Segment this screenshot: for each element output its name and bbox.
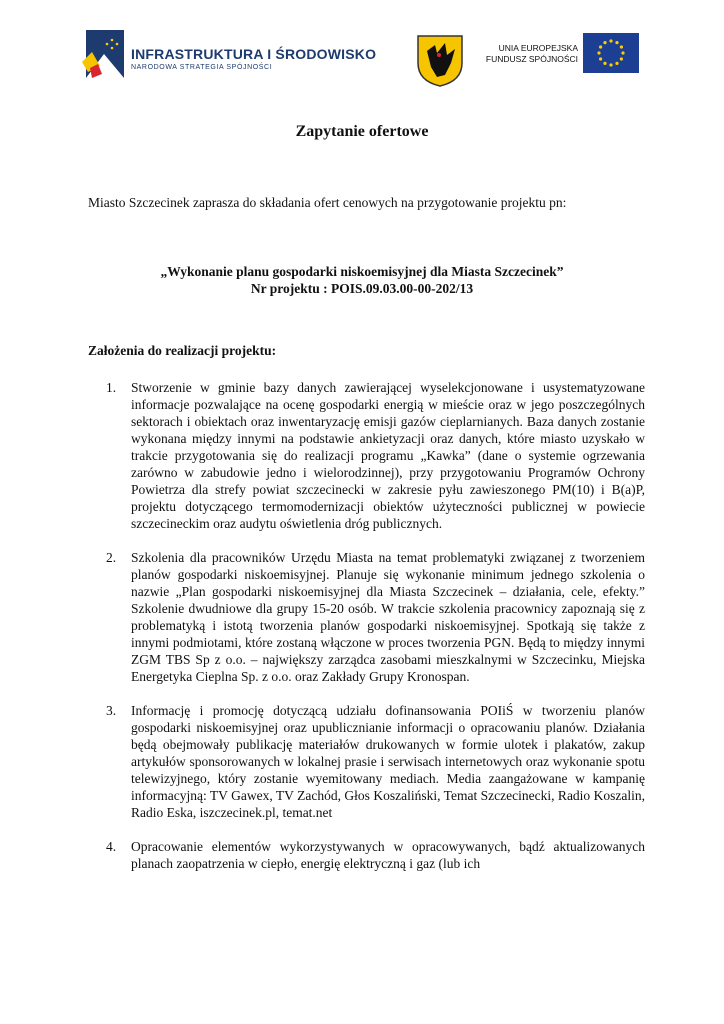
list-item-text: Opracowanie elementów wykorzystywanych w opracowywanych, bądź aktualizowanych planach zaopatrzenia w ciepło, energię elektryczną i gaz (lub ich bbox=[131, 839, 645, 871]
brand-subtitle: NARODOWA STRATEGIA SPÓJNOŚCI bbox=[131, 64, 273, 71]
project-name: „Wykonanie planu gospodarki niskoemisyjnej dla Miasta Szczecinek” bbox=[160, 264, 564, 279]
project-number: Nr projektu : POIS.09.03.00-00-202/13 bbox=[250, 281, 474, 296]
list-item-number: 1. bbox=[106, 380, 117, 395]
list-item bbox=[106, 379, 645, 532]
list-item-number: 2. bbox=[106, 550, 117, 565]
document-header bbox=[0, 0, 724, 100]
list-item bbox=[106, 702, 645, 821]
coat-of-arms-icon bbox=[415, 33, 465, 88]
infrastruktura-logo-icon bbox=[82, 28, 127, 80]
list-item bbox=[106, 549, 645, 685]
list-item bbox=[106, 838, 645, 872]
eu-line-1: UNIA EUROPEJSKA bbox=[498, 43, 578, 53]
list-item-number: 3. bbox=[106, 703, 117, 718]
assumptions-list bbox=[0, 379, 724, 889]
list-item-text: Informację i promocję dotyczącą udziału dofinansowania POIiŚ w tworzeniu planów gospodarki niskoemisyjnej oraz upublicznianie informacji o opracowaniu planów. Działania będą obejmowały publikację materiałów drukowanych w formie ulotek i plakatów, zakup artykułów sponsorowanych w lokalnej prasie i serwisach internetowych oraz wykonanie spotu telewizyjnego, który zostanie wyemitowany mediach. Media zaangażowane w kampanię informacyjną: TV Gawex, TV Zachód, Głos Koszaliński, Temat Szczecinecki, Radio Koszalin, Radio Eska, iszczecinek.pl, temat.net bbox=[131, 703, 645, 820]
brand-block bbox=[131, 46, 376, 71]
eu-line-2: FUNDUSZ SPÓJNOŚCI bbox=[485, 54, 578, 64]
list-item-text: Stworzenie w gminie bazy danych zawierającej wyselekcjonowane i usystematyzowane informacje pozwalające na ocenę gospodarki energią w mieście oraz w jego poszczególnych sektorach i obiektach oraz inwentaryzację emisji gazów cieplarnianych. Baza danych zostanie wykonana między innymi na podstawie ankietyzacji oraz danych, które miasto uzyskało w trakcie przygotowania się do realizacji programu „Kawka” (dane o systemie ogrzewania zarówno w zabudowie jedno i wielorodzinnej), przy przygotowaniu Programów Ochrony Powietrza dla strefy powiat szczecinecki w zakresie pyłu zawieszonego PM(10) i B(a)P, projektu dotyczącego termomodernizacji obiektów użyteczności publicznej w powiecie szczecineckim oraz audytu oświetlenia dróg publicznych. bbox=[131, 380, 645, 531]
list-item-text: Szkolenia dla pracowników Urzędu Miasta na temat problematyki związanej z tworzeniem planów gospodarki niskoemisyjnej. Planuje się wykonanie minimum jednego szkolenia o nazwie „Plan gospodarki niskoemisyjnej dla Miasta Szczecinek – działania, cele, efekty.” Szkolenie dwudniowe dla grupy 15-20 osób. W trakcie szkolenia pracownicy zapoznają się z problematyką i istotą tworzenia planów gospodarki niskoemisyjnej. Spotkają się także z innymi podmiotami, które zostaną włączone w proces tworzenia PGN. Będą to między innymi ZGM TBS Sp z o.o. – największy zarządca zasobami mieszkalnymi w Szczecinku, Miejska Energetyka Cieplna Sp. z o.o. oraz Zakłady Grupy Kronospan. bbox=[131, 550, 645, 684]
page-title: Zapytanie ofertowe bbox=[295, 123, 429, 140]
section-heading: Założenia do realizacji projektu: bbox=[88, 343, 277, 358]
project-heading bbox=[0, 263, 724, 297]
eu-label bbox=[470, 43, 578, 65]
list-item-number: 4. bbox=[106, 839, 117, 854]
eu-flag-icon bbox=[583, 33, 639, 73]
brand-title: INFRASTRUKTURA I ŚRODOWISKO bbox=[131, 46, 377, 62]
intro-paragraph: Miasto Szczecinek zaprasza do składania ofert cenowych na przygotowanie projektu pn: bbox=[88, 195, 567, 210]
